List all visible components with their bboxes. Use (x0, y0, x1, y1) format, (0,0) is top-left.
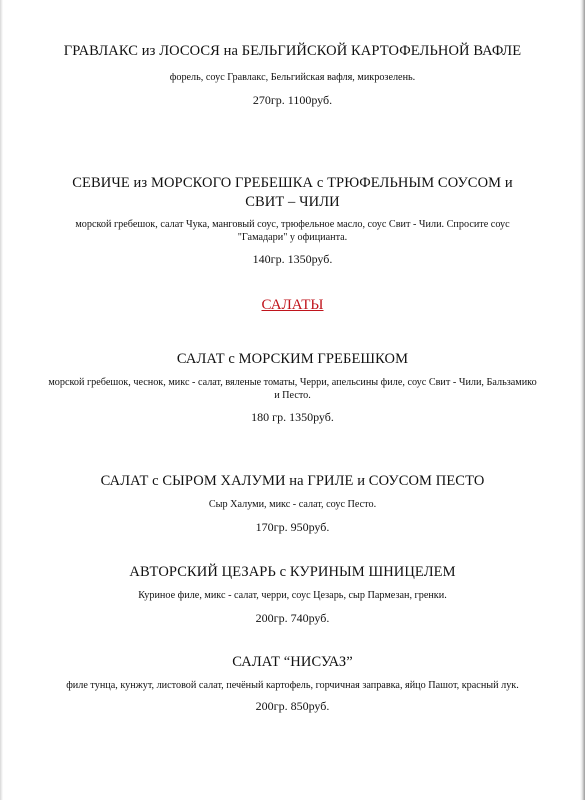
dish-description: форель, соус Гравлакс, Бельгийская вафля, микрозелень. (169, 72, 416, 83)
dish-price: 200гр. 850руб. (255, 699, 330, 713)
section-heading-salads: САЛАТЫ (261, 297, 324, 313)
dish-title: СЕВИЧЕ из МОРСКОГО ГРЕБЕШКА с ТРЮФЕЛЬНЫМ СОУСОМ и СВИТ – ЧИЛИ (72, 175, 513, 210)
dish-description: филе тунца, кунжут, листовой салат, печёный картофель, горчичная заправка, яйцо Пашот, красный лук. (66, 680, 519, 691)
menu-item-scallop-salad (0, 350, 585, 424)
dish-description: морской гребешок, салат Чука, манговый соус, трюфельное масло, соус Свит - Чили. Спросите соус "Гамадари" у официанта. (75, 219, 510, 243)
dish-title: САЛАТ с СЫРОМ ХАЛУМИ на ГРИЛЕ и СОУСОМ ПЕСТО (100, 473, 485, 489)
menu-item-gravlax (0, 42, 585, 107)
dish-title: САЛАТ с МОРСКИМ ГРЕБЕШКОМ (176, 351, 409, 367)
menu-item-ceviche (0, 174, 585, 266)
dish-price: 180 гр. 1350руб. (251, 410, 334, 424)
dish-price: 200гр. 740руб. (255, 611, 330, 625)
menu-item-caesar (0, 563, 585, 625)
dish-description: Куриное филе, микс - салат, черри, соус Цезарь, сыр Пармезан, гренки. (138, 590, 447, 601)
dish-description: морской гребешок, чеснок, микс - салат, вяленые томаты, Черри, апельсины филе, соус Свит - Чили, Бальзамико и Песто. (48, 377, 537, 401)
menu-item-halloumi-salad (0, 472, 585, 534)
dish-price: 170гр. 950руб. (255, 520, 330, 534)
dish-title: АВТОРСКИЙ ЦЕЗАРЬ с КУРИНЫМ ШНИЦЕЛЕМ (129, 564, 456, 580)
dish-price: 270гр. 1100руб. (252, 93, 333, 107)
dish-title: САЛАТ “НИСУАЗ” (232, 654, 353, 670)
dish-price: 140гр. 1350руб. (252, 252, 333, 266)
menu-item-nicoise (0, 653, 585, 713)
dish-description: Сыр Халуми, микс - салат, соус Песто. (208, 499, 377, 510)
dish-title: ГРАВЛАКС из ЛОСОСЯ на БЕЛЬГИЙСКОЙ КАРТОФЕЛЬНОЙ ВАФЛЕ (63, 43, 522, 59)
